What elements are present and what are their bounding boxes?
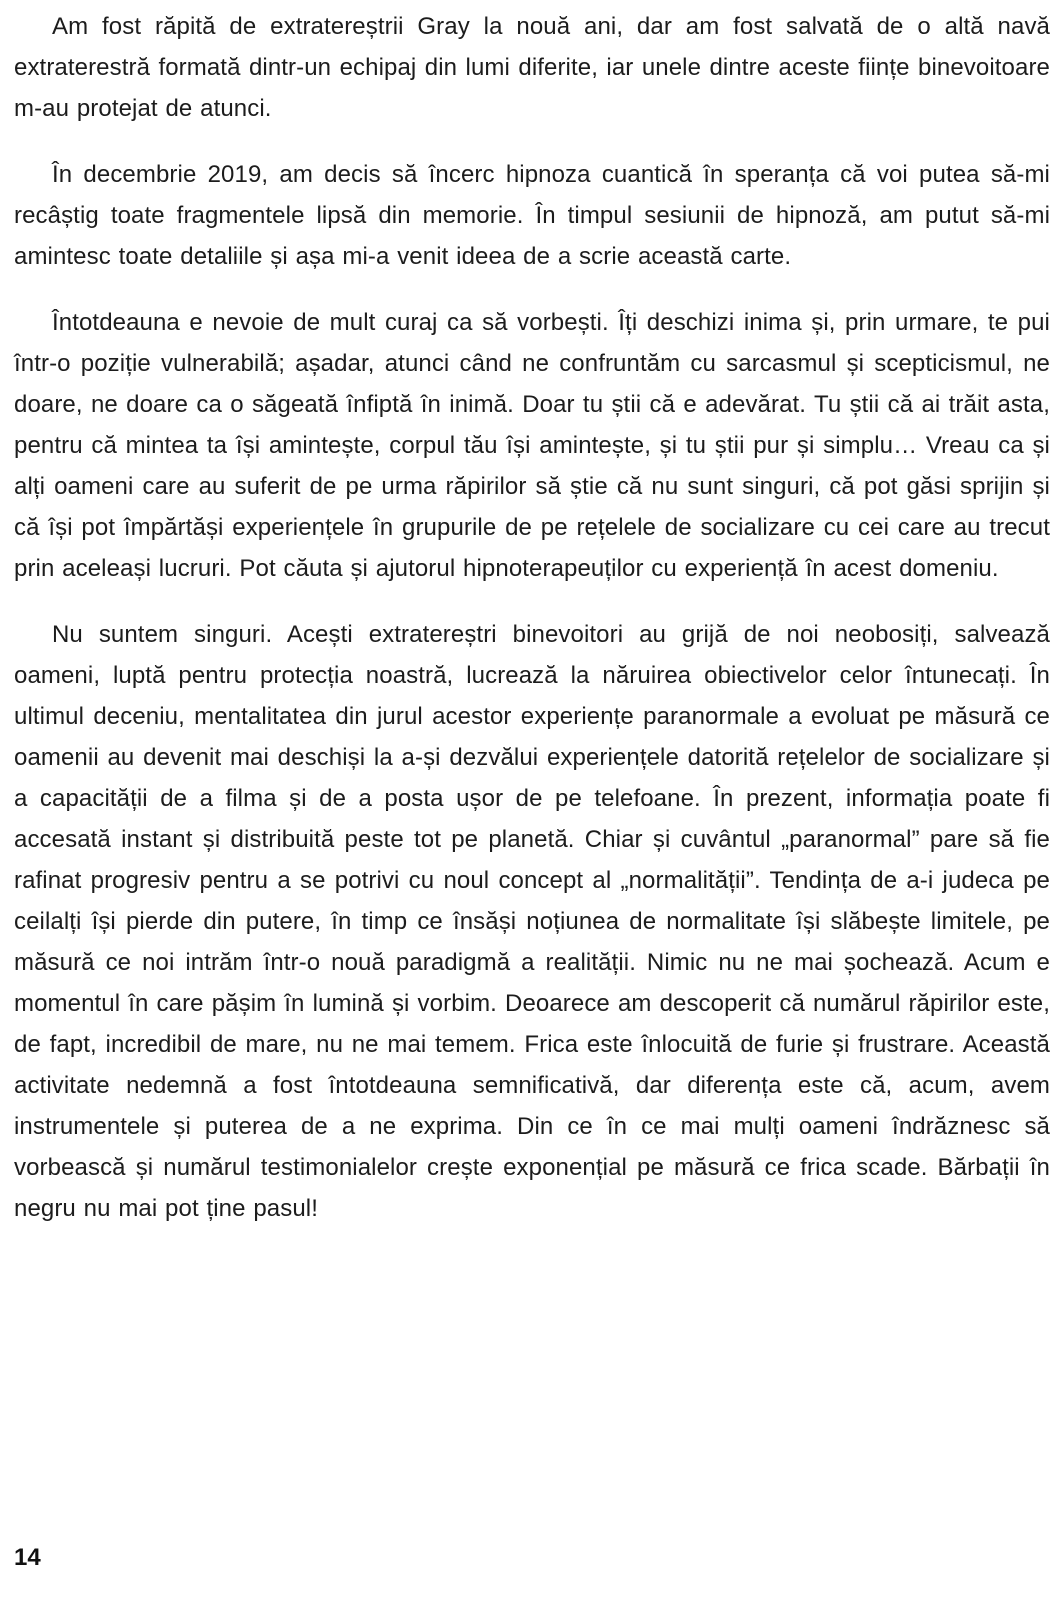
paragraph-not-alone: Nu suntem singuri. Acești extratereștri binevoitori au grijă de noi neobosiți, salvează oameni, luptă pentru protecția noastră, lucrează la năruirea obiectivelor celor întunecați. În ultimul deceniu, mentalitatea din jurul acestor experiențe paranormale a evoluat pe măsură ce oamenii au devenit mai deschiși la a-și dezvălui experiențele datorită rețelelor de socializare și a capacității de a filma și de a posta ușor de pe telefoane. În prezent, informația poate fi accesată instant și distribuită peste tot pe planetă. Chiar și cuvântul „paranormal” pare să fie rafinat progresiv pentru a se potrivi cu noul concept al „normalității”. Tendința de a-i judeca pe ceilalți își pierde din putere, în timp ce însăși noțiunea de normalitate își slăbește limitele, pe măsură ce noi intrăm într-o nouă paradigmă a realității. Nimic nu ne mai șochează. Acum e momentul în care pășim în lumină și vorbim. Deoarece am descoperit că numărul răpirilor este, de fapt, incredibil de mare, nu ne mai temem. Frica este înlocuită de furie și frustrare. Această activitate nedemnă a fost întotdeauna semnificativă, dar diferența este că, acum, avem instrumentele și puterea de a ne exprima. Din ce în ce mai mulți oameni îndrăznesc să vorbească și numărul testimonialelor crește exponențial pe măsură ce frica scade. Bărbații în negru nu mai pot ține pasul!	[14, 621, 1050, 1222]
paragraph-hypnosis: În decembrie 2019, am decis să încerc hipnoza cuantică în speranța că voi putea să-mi recâștig toate fragmentele lipsă din memorie. În timpul sesiunii de hipnoză, am putut să-mi amintesc toate detaliile și așa mi-a venit ideea de a scrie această carte.	[14, 161, 1050, 270]
paragraph-abduction: Am fost răpită de extratereștrii Gray la nouă ani, dar am fost salvată de o altă navă extraterestră formată dintr-un echipaj din lumi diferite, iar unele dintre aceste ființe binevoitoare m-au protejat de atunci.	[14, 13, 1050, 122]
paragraph-courage: Întotdeauna e nevoie de mult curaj ca să vorbești. Îți deschizi inima și, prin urmare, te pui într-o poziție vulnerabilă; așadar, atunci când ne confruntăm cu sarcasmul și scepticismul, ne doare, ne doare ca o săgeată înfiptă în inimă. Doar tu știi că e adevărat. Tu știi că ai trăit asta, pentru că mintea ta își amintește, corpul tău își amintește, și tu știi pur și simplu… Vreau ca și alți oameni care au suferit de pe urma răpirilor să știe că nu sunt singuri, că pot găsi sprijin și că își pot împărtăși experiențele în grupurile de pe rețelele de socializare cu cei care au trecut prin aceleași lucruri. Pot căuta și ajutorul hipnoterapeuților cu experiență în acest domeniu.	[14, 309, 1050, 582]
page-number: 14	[14, 1544, 41, 1571]
